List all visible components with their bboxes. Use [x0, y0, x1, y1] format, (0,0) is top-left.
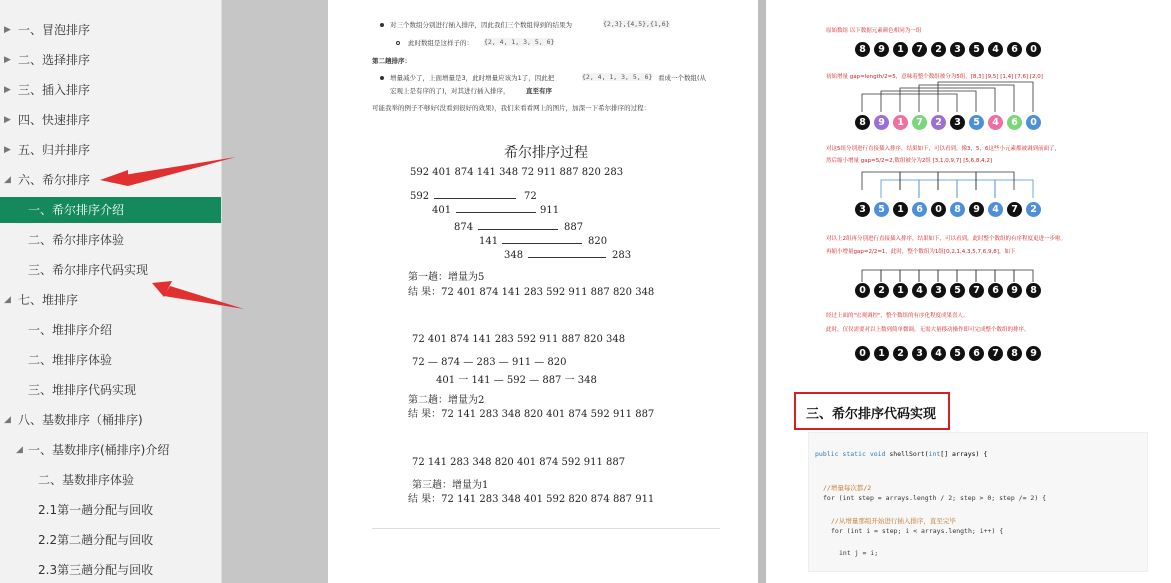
sidebar-item-label: 二、基数排序体验	[38, 473, 135, 487]
bullet-text: 看成一个数组(从	[658, 74, 707, 82]
group-value: 887	[564, 222, 584, 233]
sidebar-item-label: 二、希尔排序体验	[28, 233, 125, 247]
sidebar-item-label: 2.2第二趟分配与回收	[38, 533, 154, 547]
array-element: 7	[1007, 202, 1022, 217]
group-value: 592	[410, 191, 430, 202]
array-element: 7	[912, 42, 927, 57]
collapsed-icon[interactable]: ▶	[4, 85, 11, 95]
collapsed-icon[interactable]: ▶	[4, 25, 11, 35]
red-arrow-icon	[164, 286, 244, 309]
sidebar-item-label: 七、堆排序	[18, 293, 79, 307]
group-value: 141	[479, 236, 499, 247]
sidebar-item-label: 2.1第一趟分配与回收	[38, 503, 154, 517]
array-element: 2	[931, 115, 946, 130]
code-line: public static void shellSort(int[] arrays) {	[815, 450, 988, 458]
array-element: 9	[874, 115, 889, 130]
sidebar-item-label: 一、堆排序介绍	[28, 323, 113, 337]
row-after-pass2: 72 141 283 348 820 401 874 592 911 887	[412, 457, 626, 468]
array-element: 8	[1026, 283, 1041, 298]
group-value: 348	[504, 250, 524, 261]
sub-bullet-text: 此时数组是这样子的：	[408, 39, 473, 47]
array-element: 7	[988, 346, 1003, 361]
pass-label: 第二趟：增量为2	[408, 395, 485, 406]
code-line: int j = i;	[839, 549, 879, 557]
caption: 然后缩小增量 gap=5/2=2,数组被分为2组 [3,1,0,9,7] [5,6,8,4,2]	[826, 158, 992, 164]
array-element: 8	[855, 115, 870, 130]
array-element: 2	[874, 283, 889, 298]
array-element: 0	[855, 283, 870, 298]
sidebar-item-label: 三、希尔排序代码实现	[28, 263, 149, 277]
sidebar-item-label: 二、堆排序体验	[28, 353, 113, 367]
caption: 原始数组 以下数据元素颜色相同为一组	[826, 28, 922, 34]
inline-code: {2, 4, 1, 3, 5, 6}	[484, 38, 555, 46]
pass-label: 第三趟：增量为1	[412, 480, 489, 491]
caption: 对以上2组再分别进行直接插入排序，结果如下，可以看到，此时整个数组的有序程度更进一步啦。	[826, 236, 1067, 242]
group-value: 283	[612, 250, 632, 261]
sidebar-item-label: 五、归并排序	[18, 143, 91, 157]
expanded-icon[interactable]: ◢	[4, 415, 11, 425]
array-element: 0	[855, 346, 870, 361]
group-value: 401	[432, 205, 452, 216]
array-element: 2	[893, 346, 908, 361]
paragraph: 可能我举的例子不够好(没看到很好的效果)，我们来看看网上的图片，加深一下希尔排序的过程：	[372, 104, 651, 112]
code-comment: //从增量那组开始进行插入排序，直至完毕	[831, 517, 956, 525]
group-value: 911	[540, 205, 560, 216]
sidebar-item-label: 三、插入排序	[18, 83, 91, 97]
array-element: 1	[893, 283, 908, 298]
sidebar-item-label: 二、选择排序	[18, 53, 91, 67]
array-element: 5	[950, 346, 965, 361]
red-arrow-icon	[100, 170, 128, 186]
array-element: 5	[950, 283, 965, 298]
array-element: 6	[988, 283, 1003, 298]
sidebar-item-label: 2.3第三趟分配与回收	[38, 563, 154, 577]
caption: 再缩小增量gap=2/2=1，此时，整个数组为1组[0,2,1,4,3,5,7,6,9,8]，如下	[826, 249, 1016, 255]
code-line: for (int step = arrays.length / 2; step > 0; step /= 2) {	[823, 494, 1047, 502]
caption: 初始增量 gap=length/2=5，意味着整个数组被分为5组，[8,3] [9,5] [1,4] [7,6] [2,0]	[826, 74, 1043, 80]
group-line: 401 一 141 — 592 — 887 一 348	[436, 375, 597, 386]
array-element: 2	[1026, 202, 1041, 217]
section-title: 三、希尔排序代码实现	[806, 407, 937, 422]
group-value: 72	[524, 191, 537, 202]
array-element: 9	[874, 42, 889, 57]
bullet-text: 增量减少了，上面增量是3，此时增量应该为1了，因此把	[390, 74, 555, 82]
array-element: 3	[950, 42, 965, 57]
array-element: 4	[988, 42, 1003, 57]
array-element: 4	[912, 283, 927, 298]
array-element: 4	[931, 346, 946, 361]
array-element: 8	[855, 42, 870, 57]
inline-code: {2,3},{4,5},{1,6}	[603, 20, 670, 28]
row-original: 592 401 874 141 348 72 911 887 820 283	[410, 167, 624, 178]
sidebar-item-label: 一、基数排序(桶排序)介绍	[28, 443, 170, 457]
array-element: 6	[1007, 42, 1022, 57]
collapsed-icon[interactable]: ▶	[4, 55, 11, 65]
bullet-text: 对三个数组分别进行插入排序，因此我们三个数组得到的结果为	[390, 21, 572, 29]
sidebar-item-label: 一、希尔排序介绍	[28, 203, 125, 217]
sidebar-item-label: 三、堆排序代码实现	[28, 383, 137, 397]
expanded-icon[interactable]: ◢	[16, 445, 23, 455]
pass-result: 结 果：72 141 283 348 401 592 820 874 887 911	[408, 494, 655, 505]
caption: 此时，仅仅需要对以上数列简单微调，无需大量移动操作即可完成整个数组的排序。	[826, 327, 1030, 333]
array-element: 6	[1007, 115, 1022, 130]
array-element: 5	[969, 115, 984, 130]
array-element: 3	[931, 283, 946, 298]
inline-code: {2, 4, 1, 3, 5, 6}	[582, 73, 653, 81]
array-element: 1	[893, 115, 908, 130]
array-element: 5	[969, 42, 984, 57]
sidebar-item-label: 四、快速排序	[18, 113, 91, 127]
array-element: 5	[874, 202, 889, 217]
pass-result: 结 果：72 401 874 141 283 592 911 887 820 348	[408, 287, 655, 298]
array-element: 3	[912, 346, 927, 361]
bullet-text-bold: 直至有序	[526, 87, 552, 95]
collapsed-icon[interactable]: ▶	[4, 115, 11, 125]
row-after-pass1: 72 401 874 141 283 592 911 887 820 348	[412, 334, 626, 345]
array-element: 6	[969, 346, 984, 361]
pass-label: 第一趟：增量为5	[408, 272, 485, 283]
array-element: 1	[893, 202, 908, 217]
expanded-icon[interactable]: ◢	[4, 175, 11, 185]
collapsed-icon[interactable]: ▶	[4, 145, 11, 155]
heading-pass2: 第二趟排序：	[372, 57, 411, 65]
array-element: 6	[912, 202, 927, 217]
image-title: 希尔排序过程	[504, 145, 588, 161]
array-element: 9	[969, 202, 984, 217]
array-element: 9	[1007, 283, 1022, 298]
group-value: 820	[588, 236, 608, 247]
array-element: 9	[1026, 346, 1041, 361]
group-line: 72 — 874 — 283 — 911 — 820	[412, 357, 567, 368]
array-element: 4	[988, 115, 1003, 130]
sidebar-item-label: 六、希尔排序	[18, 173, 91, 187]
array-element: 2	[931, 42, 946, 57]
expanded-icon[interactable]: ◢	[4, 295, 11, 305]
bullet-text: 宏观上是有序的了)，对其进行插入排序，	[390, 87, 510, 95]
array-element: 4	[988, 202, 1003, 217]
array-element: 1	[874, 346, 889, 361]
caption: 经过上面的"宏观调控"，整个数组的有序化程度成果喜人。	[826, 313, 969, 319]
code-line: for (int i = step; i < arrays.length; i++) {	[831, 527, 1004, 535]
red-arrow-icon	[118, 157, 236, 186]
sidebar-item-label: 一、冒泡排序	[18, 23, 91, 37]
array-element: 3	[855, 202, 870, 217]
array-element: 8	[1007, 346, 1022, 361]
array-element: 3	[950, 115, 965, 130]
array-element: 0	[1026, 42, 1041, 57]
code-comment: //增量每次都/2	[823, 484, 872, 492]
array-element: 1	[893, 42, 908, 57]
caption: 对这5组分别进行直接插入排序，结果如下，可以看到，像3，5，6这些小元素都被调到前面了，	[826, 146, 1061, 152]
array-element: 7	[969, 283, 984, 298]
array-element: 0	[931, 202, 946, 217]
sidebar-item-label: 八、基数排序（桶排序)	[18, 413, 143, 427]
array-element: 0	[1026, 115, 1041, 130]
pass-result: 结 果：72 141 283 348 820 401 874 592 911 887	[408, 409, 655, 420]
array-element: 7	[912, 115, 927, 130]
group-value: 874	[454, 222, 474, 233]
array-element: 8	[950, 202, 965, 217]
